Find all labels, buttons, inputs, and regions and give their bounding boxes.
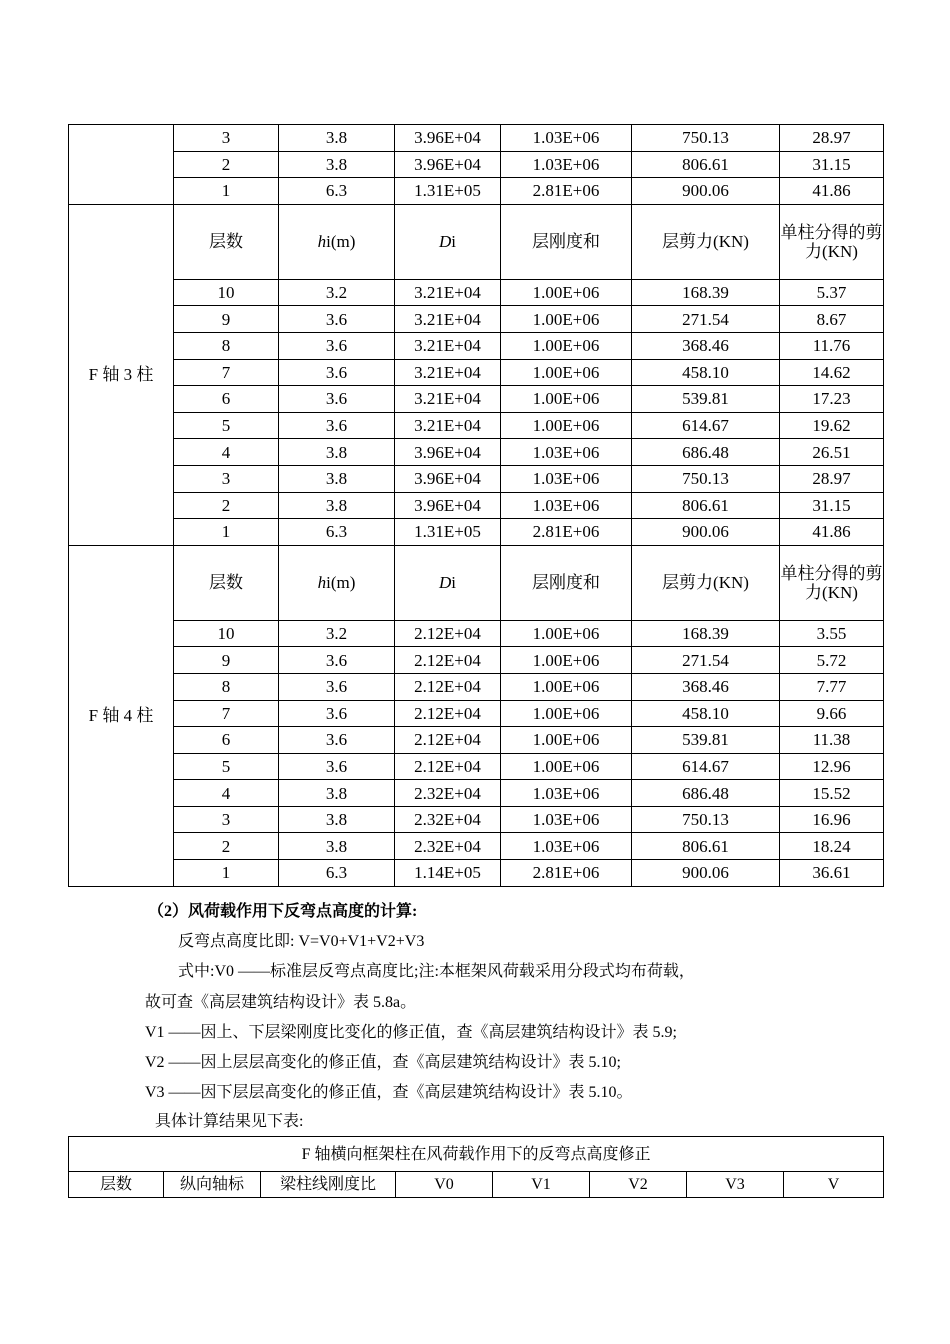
header-hi: [279, 204, 395, 279]
table-cell: 1.00E+06: [501, 279, 632, 306]
table-cell: 36.61: [780, 860, 884, 887]
table-cell: 12.96: [780, 753, 884, 780]
table-cell: 1.03E+06: [501, 780, 632, 807]
table-cell: 3.21E+04: [395, 332, 501, 359]
table-cell: 686.48: [632, 780, 780, 807]
table-cell: 2.12E+04: [395, 673, 501, 700]
table-cell: 900.06: [632, 178, 780, 205]
table-cell: 3.6: [279, 673, 395, 700]
table-cell: 2.32E+04: [395, 833, 501, 860]
table-cell: 41.86: [780, 178, 884, 205]
group-label: F 轴 3 柱: [69, 204, 174, 545]
table-row: [69, 386, 884, 413]
table-cell: 2.81E+06: [501, 860, 632, 887]
header-hi: [279, 545, 395, 620]
table-cell: 2: [174, 833, 279, 860]
table-cell: 6.3: [279, 860, 395, 887]
v1-definition: V1 ——因上、下层梁刚度比变化的修正值，查《高层建筑结构设计》表 5.9;: [145, 1024, 678, 1041]
table-cell: 1.31E+05: [395, 178, 501, 205]
table-cell: 1.00E+06: [501, 753, 632, 780]
table-cell: 2.32E+04: [395, 780, 501, 807]
header-hi-unit: i(m): [326, 573, 356, 593]
table-cell: 41.86: [780, 519, 884, 546]
table-cell: 1.00E+06: [501, 359, 632, 386]
table-cell: 3.96E+04: [395, 439, 501, 466]
table-row: [69, 647, 884, 674]
table-cell: 271.54: [632, 647, 780, 674]
table-cell: 14.62: [780, 359, 884, 386]
header-single-shear: 单柱分得的剪力(KN): [780, 545, 884, 620]
table-cell: 18.24: [780, 833, 884, 860]
table-row: [69, 860, 884, 887]
table-cell: 686.48: [632, 439, 780, 466]
table-cell: 1.00E+06: [501, 332, 632, 359]
table-cell: 8.67: [780, 306, 884, 333]
table-cell: 7.77: [780, 673, 884, 700]
results-intro: 具体计算结果见下表:: [155, 1113, 304, 1130]
table-cell: 2.32E+04: [395, 806, 501, 833]
table-row: [69, 439, 884, 466]
table-cell: 3.8: [279, 151, 395, 178]
table-cell: 3.6: [279, 306, 395, 333]
header-cell: V0: [396, 1172, 493, 1198]
table-cell: 3.8: [279, 439, 395, 466]
table-cell: 28.97: [780, 125, 884, 152]
header-cell: 层数: [69, 1172, 164, 1198]
table-cell: 1.03E+06: [501, 151, 632, 178]
table-cell: 539.81: [632, 386, 780, 413]
table-cell: 1.00E+06: [501, 306, 632, 333]
table-cell: 900.06: [632, 519, 780, 546]
table-cell: 5: [174, 412, 279, 439]
v0-definition: 式中:V0 ——标准层反弯点高度比;注:本框架风荷载采用分段式均布荷载，: [178, 963, 695, 980]
table-cell: 3.6: [279, 700, 395, 727]
header-cell: 梁柱线刚度比: [261, 1172, 396, 1198]
table-row: [69, 178, 884, 205]
table-cell: 1.00E+06: [501, 700, 632, 727]
table-cell: 1.03E+06: [501, 465, 632, 492]
table-cell: 3.8: [279, 806, 395, 833]
table-cell: 1.00E+06: [501, 412, 632, 439]
table-cell: 3.8: [279, 465, 395, 492]
header-cell: V3: [687, 1172, 784, 1198]
table-cell: 2.81E+06: [501, 519, 632, 546]
table-cell: 750.13: [632, 806, 780, 833]
table-row: [69, 125, 884, 152]
inflection-correction-table: [68, 1136, 884, 1198]
table-cell: 1: [174, 860, 279, 887]
table-cell: 9: [174, 306, 279, 333]
table-cell: 3.6: [279, 727, 395, 754]
table-cell: 5.37: [780, 279, 884, 306]
header-hi-unit: i(m): [326, 232, 356, 252]
table-cell: 1.00E+06: [501, 673, 632, 700]
table-cell: 3: [174, 465, 279, 492]
table-row: [69, 412, 884, 439]
header-row: [69, 545, 884, 620]
table-cell: 3.8: [279, 780, 395, 807]
table-row: [69, 780, 884, 807]
table-cell: 2: [174, 492, 279, 519]
table-row: [69, 492, 884, 519]
table-cell: 3.6: [279, 412, 395, 439]
table-cell: 1.03E+06: [501, 125, 632, 152]
table-cell: 3.2: [279, 620, 395, 647]
table-cell: 19.62: [780, 412, 884, 439]
table-cell: 2.81E+06: [501, 178, 632, 205]
table-cell: 2: [174, 151, 279, 178]
table-cell: 1.00E+06: [501, 647, 632, 674]
table-cell: 1.31E+05: [395, 519, 501, 546]
table-cell: 3.96E+04: [395, 492, 501, 519]
table-cell: 1.03E+06: [501, 806, 632, 833]
header-cell: V2: [590, 1172, 687, 1198]
table-cell: 750.13: [632, 465, 780, 492]
table-row: [69, 620, 884, 647]
table-cell: 6: [174, 727, 279, 754]
table-cell: 1.14E+05: [395, 860, 501, 887]
header-floors: 层数: [174, 545, 279, 620]
header-row: [69, 204, 884, 279]
table-cell: 3.8: [279, 125, 395, 152]
table-cell: 1.03E+06: [501, 833, 632, 860]
table-cell: 9: [174, 647, 279, 674]
table-cell: 1.00E+06: [501, 386, 632, 413]
table-cell: 368.46: [632, 673, 780, 700]
group-label: [69, 125, 174, 205]
table-cell: 271.54: [632, 306, 780, 333]
table-cell: 3.21E+04: [395, 279, 501, 306]
table-row: [69, 306, 884, 333]
table-row: [69, 332, 884, 359]
table-cell: 1.00E+06: [501, 727, 632, 754]
v0-reference: 故可查《高层建筑结构设计》表 5.8a。: [145, 994, 417, 1011]
table-row: [69, 753, 884, 780]
table-row: [69, 151, 884, 178]
table-cell: 3.96E+04: [395, 125, 501, 152]
table-cell: 9.66: [780, 700, 884, 727]
table-cell: 168.39: [632, 279, 780, 306]
header-di: [395, 204, 501, 279]
table-cell: 3.55: [780, 620, 884, 647]
header-di-suffix: i: [451, 232, 456, 252]
table-title: F 轴横向框架柱在风荷载作用下的反弯点高度修正: [69, 1137, 884, 1172]
formula-line: 反弯点高度比即: V=V0+V1+V2+V3: [178, 933, 425, 950]
table-cell: 614.67: [632, 412, 780, 439]
header-di-symbol: D: [438, 232, 452, 252]
table-row: [69, 806, 884, 833]
column-shear-table: [68, 124, 884, 887]
table-cell: 4: [174, 439, 279, 466]
table-cell: 3.21E+04: [395, 359, 501, 386]
table-cell: 6.3: [279, 519, 395, 546]
table-row: [69, 700, 884, 727]
table-cell: 2.12E+04: [395, 727, 501, 754]
table-cell: 6.3: [279, 178, 395, 205]
table-cell: 6: [174, 386, 279, 413]
table-cell: 3.2: [279, 279, 395, 306]
table-cell: 2.12E+04: [395, 647, 501, 674]
table-cell: 31.15: [780, 492, 884, 519]
table-cell: 1.03E+06: [501, 492, 632, 519]
table-cell: 7: [174, 359, 279, 386]
table-cell: 3.8: [279, 833, 395, 860]
header-di: [395, 545, 501, 620]
table-cell: 5: [174, 753, 279, 780]
table-cell: 3.6: [279, 359, 395, 386]
group-label: F 轴 4 柱: [69, 545, 174, 886]
table-cell: 1.03E+06: [501, 439, 632, 466]
table-cell: 5.72: [780, 647, 884, 674]
table-cell: 15.52: [780, 780, 884, 807]
table-cell: 4: [174, 780, 279, 807]
table-cell: 3.21E+04: [395, 412, 501, 439]
table-row: [69, 279, 884, 306]
table-cell: 3.6: [279, 332, 395, 359]
header-stiffness: 层刚度和: [501, 204, 632, 279]
table-cell: 168.39: [632, 620, 780, 647]
table-row: [69, 727, 884, 754]
header-single-shear: 单柱分得的剪力(KN): [780, 204, 884, 279]
table-cell: 2.12E+04: [395, 620, 501, 647]
header-cell: V: [784, 1172, 884, 1198]
table-cell: 10: [174, 279, 279, 306]
table-cell: 3.96E+04: [395, 151, 501, 178]
table-cell: 10: [174, 620, 279, 647]
table-cell: 3.6: [279, 753, 395, 780]
table-cell: 7: [174, 700, 279, 727]
table-cell: 900.06: [632, 860, 780, 887]
section-heading: （2）风荷载作用下反弯点高度的计算:: [148, 903, 418, 920]
header-di-symbol: D: [438, 573, 452, 593]
table-cell: 1: [174, 519, 279, 546]
table-row: [69, 465, 884, 492]
table-cell: 3.6: [279, 386, 395, 413]
table-cell: 3.21E+04: [395, 386, 501, 413]
table-cell: 11.38: [780, 727, 884, 754]
table-cell: 31.15: [780, 151, 884, 178]
header-di-suffix: i: [451, 573, 456, 593]
table-cell: 8: [174, 673, 279, 700]
table-row: [69, 359, 884, 386]
table-cell: 750.13: [632, 125, 780, 152]
header-cell: V1: [493, 1172, 590, 1198]
table-cell: 368.46: [632, 332, 780, 359]
table-cell: 11.76: [780, 332, 884, 359]
v3-definition: V3 ——因下层层高变化的修正值，查《高层建筑结构设计》表 5.10。: [145, 1084, 633, 1101]
table-cell: 17.23: [780, 386, 884, 413]
table-cell: 3: [174, 125, 279, 152]
table-cell: 614.67: [632, 753, 780, 780]
table-cell: 3.8: [279, 492, 395, 519]
table-cell: 8: [174, 332, 279, 359]
header-hi-symbol: h: [317, 573, 327, 593]
table-cell: 806.61: [632, 151, 780, 178]
table-cell: 3.6: [279, 647, 395, 674]
table-cell: 539.81: [632, 727, 780, 754]
table-cell: 458.10: [632, 359, 780, 386]
table-cell: 458.10: [632, 700, 780, 727]
header-shear: 层剪力(KN): [632, 545, 780, 620]
table-row: [69, 673, 884, 700]
v2-definition: V2 ——因上层层高变化的修正值，查《高层建筑结构设计》表 5.10;: [145, 1054, 622, 1071]
table-cell: 3.96E+04: [395, 465, 501, 492]
table-cell: 3: [174, 806, 279, 833]
table-cell: 1: [174, 178, 279, 205]
table-cell: 28.97: [780, 465, 884, 492]
header-hi-symbol: h: [317, 232, 327, 252]
table-row: [69, 833, 884, 860]
table-cell: 1.00E+06: [501, 620, 632, 647]
table-cell: 806.61: [632, 833, 780, 860]
table-row: [69, 519, 884, 546]
table-cell: 16.96: [780, 806, 884, 833]
table-cell: 2.12E+04: [395, 700, 501, 727]
table-cell: 2.12E+04: [395, 753, 501, 780]
header-cell: 纵向轴标: [164, 1172, 261, 1198]
table-cell: 806.61: [632, 492, 780, 519]
header-shear: 层剪力(KN): [632, 204, 780, 279]
table-cell: 3.21E+04: [395, 306, 501, 333]
table-cell: 26.51: [780, 439, 884, 466]
header-floors: 层数: [174, 204, 279, 279]
header-stiffness: 层刚度和: [501, 545, 632, 620]
